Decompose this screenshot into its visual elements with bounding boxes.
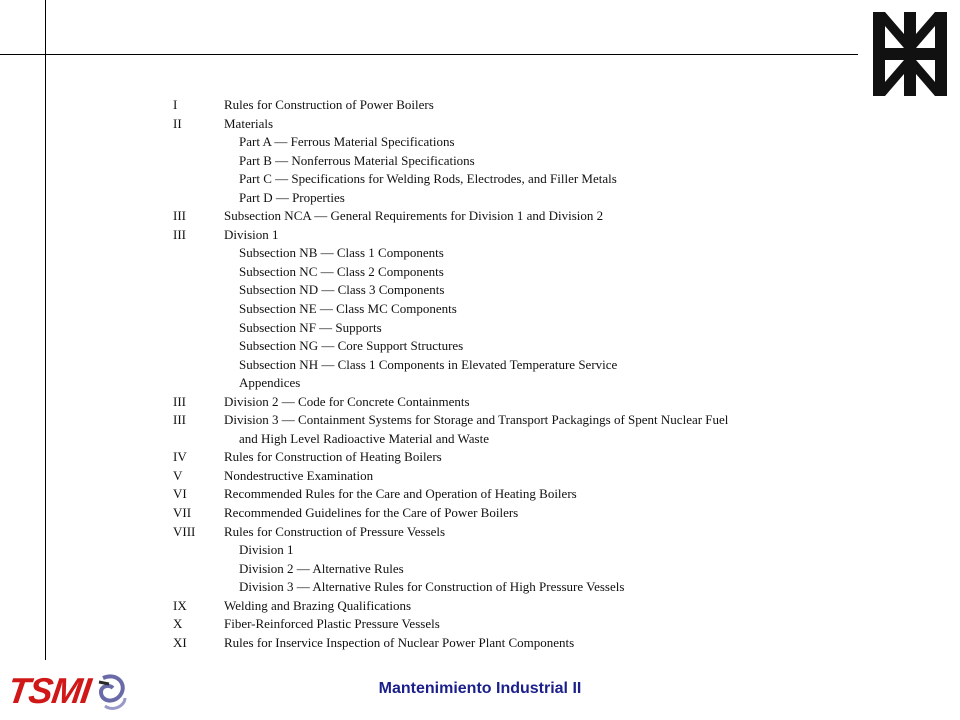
toc-entry-title: Part B — Nonferrous Material Specifications [239,152,475,168]
toc-entry [173,263,728,282]
toc-entry-number [173,560,224,579]
toc-entry [173,133,728,152]
toc-entry-number: IX [173,597,187,613]
toc-entry-title: Part D — Properties [239,189,345,205]
toc-entry-title: Materials [224,115,274,131]
toc-entry-number [173,300,224,319]
toc-entry-title: Division 1 [239,542,294,558]
toc-entry [173,226,728,245]
toc-entry [173,152,728,171]
toc-entry-number: X [173,616,183,632]
toc-entry-title: Division 2 — Code for Concrete Containments [224,393,470,409]
toc-entry-title: Rules for Inservice Inspection of Nuclear Power Plant Components [224,634,575,650]
toc-entry-number [173,578,224,597]
toc-entry-number: III [173,226,186,242]
toc-entry-number: VIII [173,523,196,539]
toc-entry [173,115,728,134]
toc-entry-title: Rules for Construction of Pressure Vessels [224,523,446,539]
toc-entry-title: Division 2 — Alternative Rules [239,560,404,576]
toc-entry [173,615,728,634]
toc-entry-title: Fiber-Reinforced Plastic Pressure Vessels [224,616,440,632]
toc-entry-number [173,356,224,375]
toc-entry [173,560,728,579]
toc-entry [173,504,728,523]
toc-entry [173,244,728,263]
toc-entry-number [173,374,224,393]
toc-entry [173,96,728,115]
toc-entry-number [173,263,224,282]
toc-entry-title: Subsection NC — Class 2 Components [239,263,444,279]
toc-entry-number: III [173,393,186,409]
toc-entry-title: Subsection NG — Core Support Structures [239,338,464,354]
toc-entry-title: Division 3 — Alternative Rules for Construction of High Pressure Vessels [239,579,625,595]
toc-entry [173,170,728,189]
toc-entry-number [173,430,224,449]
toc-entry [173,597,728,616]
toc-entry-number [173,133,224,152]
toc-entry-title: Rules for Construction of Power Boilers [224,97,434,112]
toc-entry [173,467,728,486]
toc-entry-number: VI [173,486,187,502]
toc-entry-number: I [173,97,178,112]
toc-entry [173,189,728,208]
toc-entry-title: Division 1 [224,226,279,242]
toc-entry-title: Subsection NE — Class MC Components [239,301,457,317]
toc-entry-number: V [173,467,183,483]
toc-entry [173,207,728,226]
course-title: Mantenimiento Industrial II [378,680,582,697]
toc-entry [173,541,728,560]
toc-entry-title: Subsection NCA — General Requirements for Division 1 and Division 2 [224,208,604,224]
toc-entry [173,523,728,542]
toc-entry-title: Recommended Rules for the Care and Operation of Heating Boilers [224,486,577,502]
toc-entry [173,319,728,338]
toc-entry [173,393,728,412]
utn-logo-icon [873,12,947,96]
toc-entry-title: Part C — Specifications for Welding Rods, Electrodes, and Filler Metals [239,171,617,187]
toc-entry-number [173,189,224,208]
toc-entry-number [173,337,224,356]
toc-entry [173,411,728,430]
toc-entry-number: VII [173,505,192,521]
toc-entry-number: III [173,208,186,224]
toc-entry-title: Division 3 — Containment Systems for Storage and Transport Packagings of Spent Nuclear Fuel [224,412,729,428]
toc-entry [173,430,728,449]
toc-entry-title: Appendices [239,375,301,391]
toc-entry-number: IV [173,449,187,465]
toc-entry-title: Subsection NF — Supports [239,319,382,335]
table-of-contents [173,96,728,652]
toc-entry-title: Rules for Construction of Heating Boilers [224,449,442,465]
toc-entry-number [173,541,224,560]
toc-entry-number [173,170,224,189]
tsmi-brand: TSMI [5,670,93,711]
vertical-rule [45,0,46,660]
toc-entry-number [173,152,224,171]
toc-entry [173,374,728,393]
toc-entry-title: Subsection ND — Class 3 Components [239,282,445,298]
toc-entry-number [173,244,224,263]
toc-entry-number: XI [173,634,187,650]
toc-entry [173,578,728,597]
horizontal-rule [0,54,858,55]
toc-entry [173,337,728,356]
toc-entry [173,634,728,653]
toc-entry-title: Recommended Guidelines for the Care of Power Boilers [224,505,519,521]
toc-entry-number: III [173,412,186,428]
toc-entry-number [173,319,224,338]
toc-entry-number: II [173,115,182,131]
toc-entry-title: Subsection NH — Class 1 Components in Elevated Temperature Service [239,356,618,372]
toc-entry [173,281,728,300]
toc-entry [173,356,728,375]
toc-entry [173,448,728,467]
toc-entry-title: Nondestructive Examination [224,467,374,483]
toc-entry-title: and High Level Radioactive Material and Waste [239,430,489,446]
toc-entry-title: Subsection NB — Class 1 Components [239,245,444,261]
toc-entry-number [173,281,224,300]
toc-entry-title: Welding and Brazing Qualifications [224,597,412,613]
toc-entry [173,300,728,319]
toc-entry-title: Part A — Ferrous Material Specifications [239,134,455,150]
toc-entry [173,485,728,504]
